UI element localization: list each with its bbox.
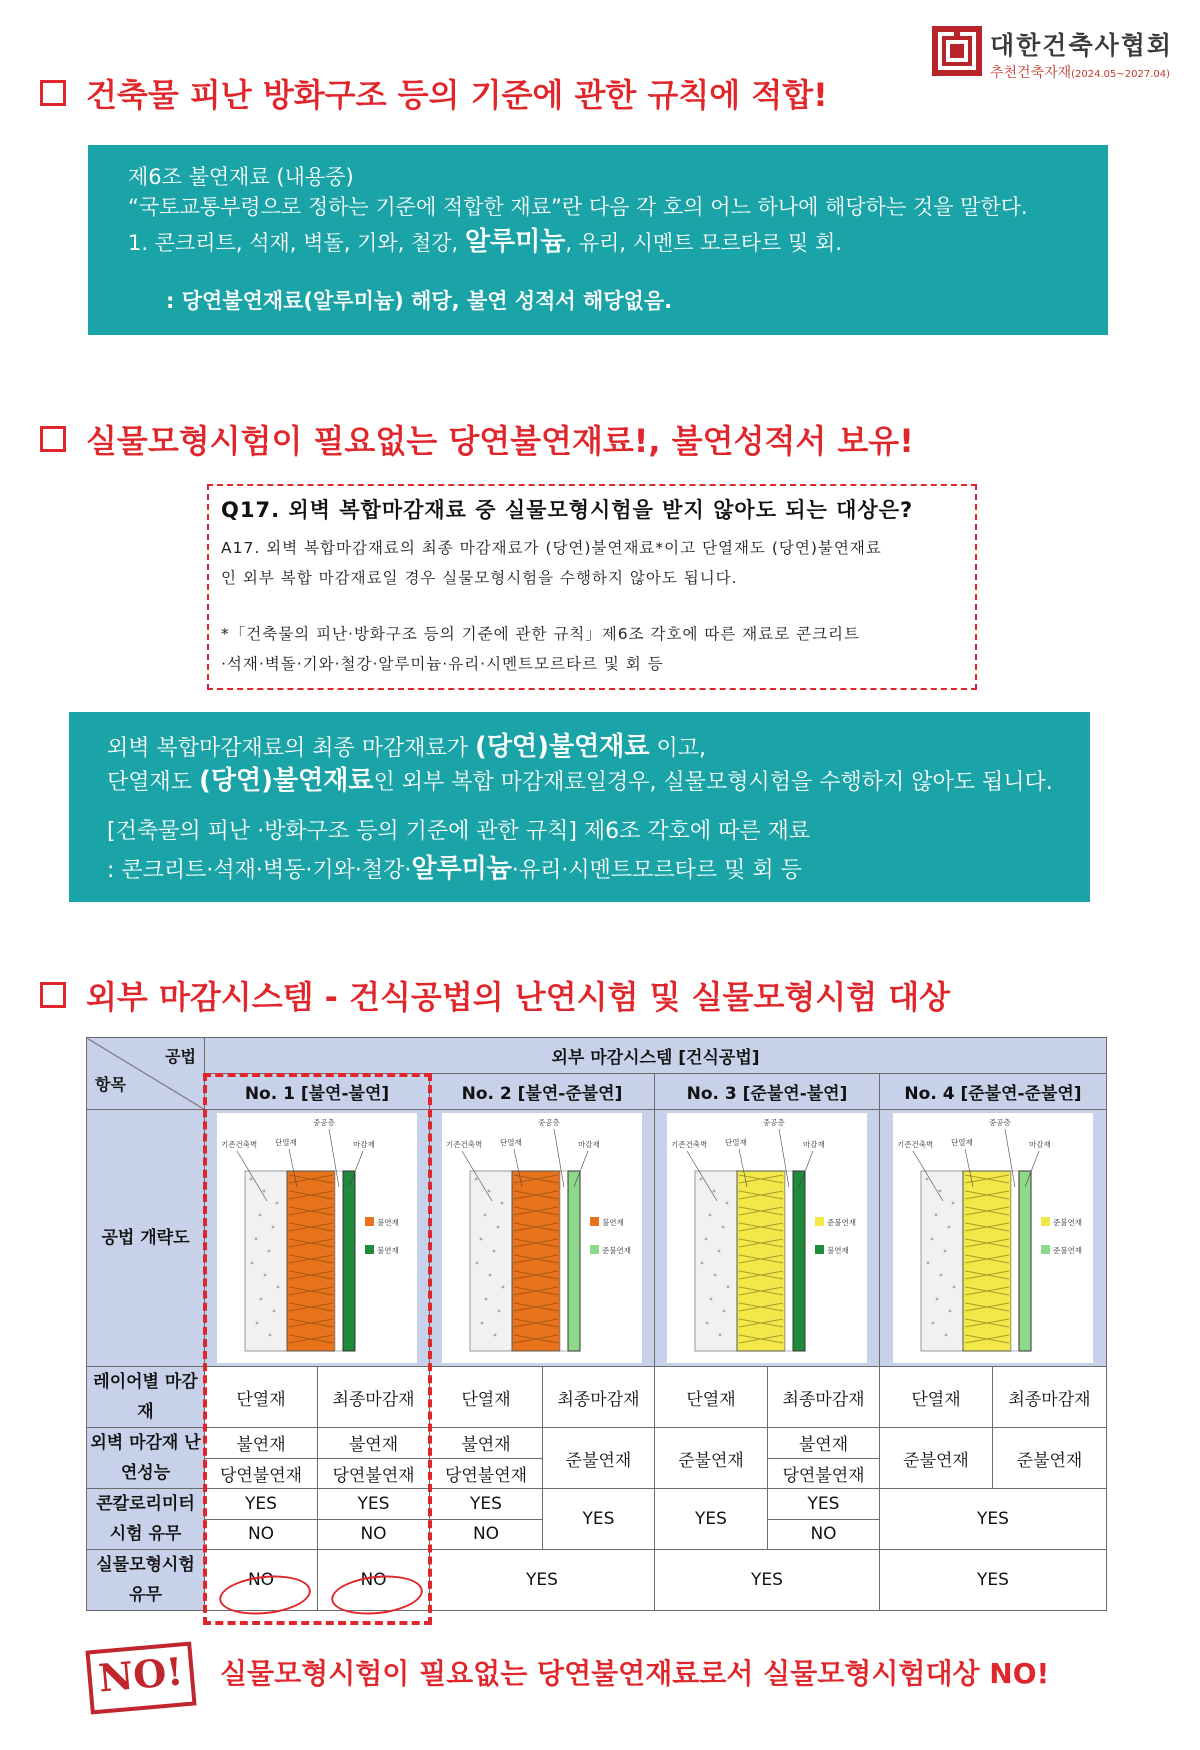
label-insulation: 단열재 [951, 1138, 973, 1147]
finish-layer [343, 1171, 355, 1351]
existing-wall [695, 1171, 737, 1351]
row-label-perf: 외벽 마감재 난연성능 [87, 1428, 205, 1489]
mock-cell: NO [318, 1550, 430, 1611]
legend-label: 불연재 [827, 1246, 849, 1255]
diagram-cell [205, 1110, 430, 1367]
calo-cell: YES [655, 1489, 768, 1550]
explanation-line1: 외벽 복합마감재료의 최종 마감재료가 (당연)불연재료 이고, [107, 732, 706, 762]
mock-cell: NO [205, 1550, 318, 1611]
calo-cell: YES [318, 1489, 430, 1520]
perf-cell: 준불연재 [880, 1428, 993, 1489]
legend-label: 불연재 [602, 1218, 624, 1227]
regulation-conclusion: : 당연불연재료(알루미늄) 해당, 불연 성적서 해당없음. [166, 289, 673, 313]
legend-label: 준불연재 [1053, 1246, 1082, 1255]
regulation-box [88, 145, 1108, 335]
diagram-cell [430, 1110, 655, 1367]
column-header: No. 3 [준불연-불연] [655, 1074, 880, 1110]
table-corner: 공법 항목 [87, 1038, 205, 1110]
label-wall: 기존건축벽 [446, 1140, 483, 1149]
explanation-line3: [건축물의 피난 ·방화구조 등의 기준에 관한 규칙] 제6조 각호에 따른 재료 [107, 819, 811, 844]
legend-label: 불연재 [377, 1218, 399, 1227]
existing-wall [921, 1171, 963, 1351]
row-label-layer: 레이어별 마감재 [87, 1367, 205, 1428]
legend-swatch [815, 1245, 824, 1254]
calo-cell: YES [880, 1489, 1107, 1550]
calo-cell: YES [430, 1489, 543, 1520]
qa-note-line1: *「건축물의 피난·방화구조 등의 기준에 관한 규칙」제6조 각호에 따른 재료로 콘크리트 [221, 625, 860, 643]
perf-cell: 불연재 [318, 1428, 430, 1459]
layer-cell: 최종마감재 [768, 1367, 880, 1428]
explanation-line4: : 콘크리트·석재·벽동·기와·철강·알루미늄·유리·시멘트모르타르 및 회 등 [107, 854, 802, 884]
mock-cell: YES [430, 1550, 655, 1611]
qa-question: Q17. 외벽 복합마감재료 중 실물모형시험을 받지 않아도 되는 대상은? [221, 498, 914, 522]
system-table [86, 1037, 1107, 1611]
regulation-quote: “국토교통부령으로 정하는 기준에 적합한 재료”란 다음 각 호의 어느 하나에 해당하는 것을 말한다. [128, 195, 1028, 219]
layer-cell: 최종마감재 [318, 1367, 430, 1428]
row-label-mockup: 실물모형시험 유무 [87, 1550, 205, 1611]
label-insulation: 단열재 [725, 1138, 747, 1147]
legend-label: 불연재 [377, 1246, 399, 1255]
label-air-gap: 중공층 [313, 1118, 335, 1127]
regulation-title: 제6조 불연재료 (내용중) [128, 165, 354, 189]
legend-swatch [365, 1245, 374, 1254]
row-label-calorimeter: 콘칼로리미터 시험 유무 [87, 1489, 205, 1550]
label-air-gap: 중공층 [763, 1118, 785, 1127]
layer-cell: 최종마감재 [993, 1367, 1107, 1428]
legend-label: 준불연재 [602, 1246, 631, 1255]
section-diagram [893, 1113, 1093, 1363]
perf-cell: 당연불연재 [205, 1458, 318, 1489]
label-wall: 기존건축벽 [221, 1140, 258, 1149]
perf-cell: 당연불연재 [430, 1458, 543, 1489]
column-header: No. 2 [불연-준불연] [430, 1074, 655, 1110]
layer-cell: 단열재 [655, 1367, 768, 1428]
column-header: No. 1 [불연-불연] [205, 1074, 430, 1110]
row-label-diagram: 공법 개략도 [87, 1110, 205, 1367]
section-diagram [217, 1113, 417, 1363]
footer-text: 실물모형시험이 필요없는 당연불연재료로서 실물모형시험대상 NO! [220, 1657, 1050, 1690]
label-wall: 기존건축벽 [671, 1140, 708, 1149]
air-gap [560, 1171, 568, 1351]
perf-cell: 불연재 [205, 1428, 318, 1459]
calo-cell: YES [768, 1489, 880, 1520]
section-diagram [667, 1113, 867, 1363]
logo-name: 대한건축사협회 [990, 31, 1174, 60]
finish-layer [793, 1171, 805, 1351]
layer-cell: 최종마감재 [543, 1367, 655, 1428]
qa-answer-line1: A17. 외벽 복합마감재료의 최종 마감재료가 (당연)불연재료*이고 단열재도 (당연)불연재료 [221, 539, 882, 557]
calo-cell: NO [430, 1519, 543, 1550]
mock-cell: YES [880, 1550, 1107, 1611]
no-stamp: NO! [85, 1642, 196, 1715]
label-insulation: 단열재 [275, 1138, 297, 1147]
label-finish: 마감재 [1029, 1140, 1051, 1149]
legend-swatch [1041, 1245, 1050, 1254]
perf-cell: 당연불연재 [768, 1458, 880, 1489]
checkbox-icon [40, 982, 66, 1008]
qa-note-line2: ·석재·벽돌·기와·철강·알루미늄·유리·시멘트모르타르 및 회 등 [221, 655, 664, 673]
section3-heading: 외부 마감시스템 - 건식공법의 난연시험 및 실물모형시험 대상 [40, 972, 950, 1018]
diagram-cell [655, 1110, 880, 1367]
column-header: No. 4 [준불연-준불연] [880, 1074, 1107, 1110]
mock-cell: YES [655, 1550, 880, 1611]
label-air-gap: 중공층 [989, 1118, 1011, 1127]
section-diagram [442, 1113, 642, 1363]
legend-swatch [815, 1217, 824, 1226]
logo-mark-icon [932, 26, 982, 76]
explanation-box [69, 712, 1090, 902]
explanation-line2: 단열재도 (당연)불연재료인 외부 복합 마감재료일경우, 실물모형시험을 수행하지 않아도 됩니다. [107, 766, 1053, 796]
perf-cell: 당연불연재 [318, 1458, 430, 1489]
layer-cell: 단열재 [880, 1367, 993, 1428]
logo [932, 22, 1192, 82]
layer-cell: 단열재 [430, 1367, 543, 1428]
legend-label: 준불연재 [1053, 1218, 1082, 1227]
air-gap [1011, 1171, 1019, 1351]
checkbox-icon [40, 426, 66, 452]
qa-box [207, 484, 977, 690]
perf-cell: 불연재 [430, 1428, 543, 1459]
label-finish: 마감재 [353, 1140, 375, 1149]
calo-cell: YES [205, 1489, 318, 1520]
perf-cell: 준불연재 [655, 1428, 768, 1489]
table-title: 외부 마감시스템 [건식공법] [205, 1038, 1107, 1074]
section1-heading: 건축물 피난 방화구조 등의 기준에 관한 규칙에 적합! [40, 70, 828, 116]
label-wall: 기존건축벽 [897, 1140, 934, 1149]
regulation-item: 1. 콘크리트, 석재, 벽돌, 기와, 철강, 알루미늄, 유리, 시멘트 모르타르 및 회. [128, 227, 842, 257]
logo-subtitle: 추천건축자재(2024.05~2027.04) [990, 65, 1171, 81]
legend-label: 준불연재 [827, 1218, 856, 1227]
air-gap [785, 1171, 793, 1351]
legend-swatch [590, 1245, 599, 1254]
calo-cell: YES [543, 1489, 655, 1550]
calo-cell: NO [768, 1519, 880, 1550]
calo-cell: NO [318, 1519, 430, 1550]
label-finish: 마감재 [803, 1140, 825, 1149]
perf-cell: 준불연재 [993, 1428, 1107, 1489]
calo-cell: NO [205, 1519, 318, 1550]
diagram-cell [880, 1110, 1107, 1367]
label-finish: 마감재 [578, 1140, 600, 1149]
existing-wall [470, 1171, 512, 1351]
checkbox-icon [40, 80, 66, 106]
layer-cell: 단열재 [205, 1367, 318, 1428]
section2-heading: 실물모형시험이 필요없는 당연불연재료!, 불연성적서 보유! [40, 416, 914, 462]
qa-answer-line2: 인 외부 복합 마감재료일 경우 실물모형시험을 수행하지 않아도 됩니다. [221, 569, 738, 587]
label-insulation: 단열재 [500, 1138, 522, 1147]
air-gap [335, 1171, 343, 1351]
finish-layer [568, 1171, 580, 1351]
existing-wall [245, 1171, 287, 1351]
legend-swatch [1041, 1217, 1050, 1226]
perf-cell: 준불연재 [543, 1428, 655, 1489]
legend-swatch [365, 1217, 374, 1226]
label-air-gap: 중공층 [538, 1118, 560, 1127]
perf-cell: 불연재 [768, 1428, 880, 1459]
legend-swatch [590, 1217, 599, 1226]
finish-layer [1019, 1171, 1031, 1351]
